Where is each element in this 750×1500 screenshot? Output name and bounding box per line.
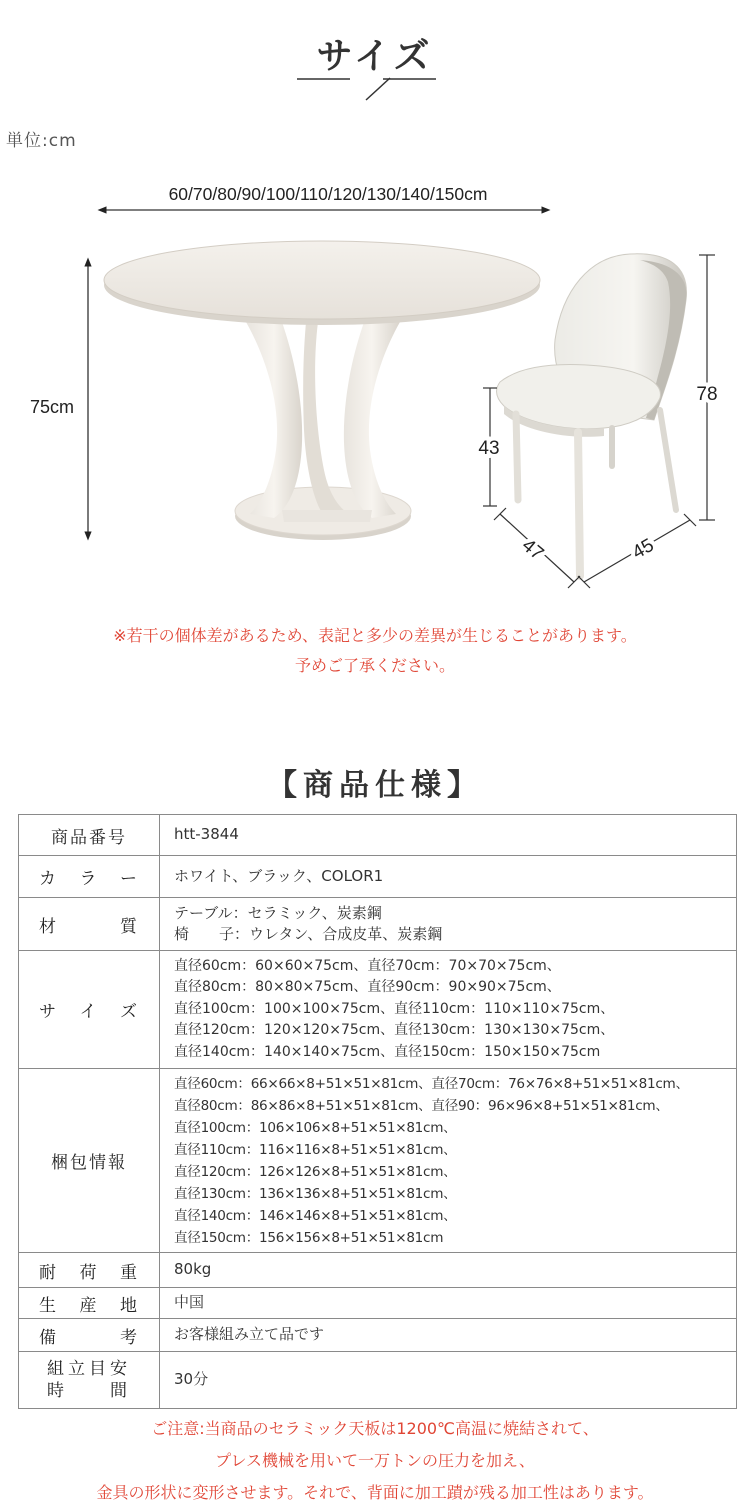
spec-value-line: 直径100cm：100×100×75cm、直径110cm：110×110×75cm、 [174,1000,615,1017]
table-row [19,1319,737,1352]
ceramic-notice [0,1413,750,1500]
spec-value-product-number [160,815,737,856]
spec-value-line: 椅 子：ウレタン、合成皮革、炭素鋼 [174,925,443,943]
ceramic-notice-line: 金具の形状に変形させます。それで、背面に加工蹟が残る加工性はあります。 [96,1483,654,1500]
round-table-illustration [104,241,540,540]
ceramic-notice-line: プレス機械を用いて一万トンの圧力を加え、 [215,1451,535,1470]
width-label: 45 [628,534,658,564]
table-row [19,1288,737,1319]
ceramic-notice-line: ご注意:当商品のセラミック天板は1200℃高温に焼結されて、 [151,1419,599,1438]
spec-value-line: 直径60cm：66×66×8+51×51×81cm、直径70cm：76×76×8+51×51×81cm、 [174,1075,689,1092]
title-decoration [0,74,750,104]
spec-value-line: htt-3844 [174,825,239,844]
spec-value-color [160,856,737,898]
spec-value-assembly-time [160,1352,737,1409]
spec-label-material: 材 質 [19,898,160,951]
spec-label-packing: 梱包情報 [19,1069,160,1253]
spec-value-material [160,898,737,951]
spec-section-title: 【商品仕様】 [267,768,483,803]
spec-value-remarks [160,1319,737,1352]
spec-value-size [160,951,737,1069]
chair-height-label: 78 [696,384,718,405]
spec-value-origin [160,1288,737,1319]
spec-label-load-capacity: 耐 荷 重 [19,1253,160,1288]
spec-value-line: 直径100cm：106×106×8+51×51×81cm、 [174,1119,457,1136]
spec-value-packing [160,1069,737,1253]
table-row [19,1253,737,1288]
spec-value-line: 直径120cm：126×126×8+51×51×81cm、 [174,1163,457,1180]
spec-value-line: ホワイト、ブラック、COLOR1 [174,866,384,885]
spec-value-line: 中国 [174,1293,205,1312]
spec-value-line: 30分 [174,1370,209,1389]
spec-value-line: 直径80cm：80×80×75cm、直径90cm：90×90×75cm、 [174,979,561,996]
table-width-label: 60/70/80/90/100/110/120/130/140/150cm [168,184,488,204]
unit-label: 単位:cm [6,131,77,151]
spec-value-line: 直径140cm：146×146×8+51×51×81cm、 [174,1207,457,1224]
spec-value-line: お客様組み立て品です [174,1325,325,1344]
spec-value-line: 直径130cm：136×136×8+51×51×81cm、 [174,1185,457,1202]
chair-illustration [497,254,687,576]
spec-value-line: 直径140cm：140×140×75cm、直径150cm：150×150×75cm [174,1043,601,1060]
spec-value-line: 直径110cm：116×116×8+51×51×81cm、 [174,1141,457,1158]
table-row [19,815,737,856]
spec-label-origin: 生 産 地 [19,1288,160,1319]
spec-value-line: 直径120cm：120×120×75cm、直径130cm：130×130×75cm、 [174,1022,615,1039]
table-row [19,898,737,951]
product-dimension-diagram [0,170,750,610]
spec-label-size: サ イ ズ [19,951,160,1069]
spec-label-remarks: 備 考 [19,1319,160,1352]
table-row [19,1069,737,1253]
spec-value-line: 直径150cm：156×156×8+51×51×81cm [174,1229,444,1246]
spec-label-assembly-time: 組立目安 時 間 [19,1352,160,1409]
spec-value-load-capacity [160,1253,737,1288]
spec-value-line: 80kg [174,1260,212,1279]
variance-notice-line: 予めご了承ください。 [294,656,455,675]
spec-table [18,814,737,1409]
spec-label-product-number: 商品番号 [19,815,160,856]
spec-value-line: 直径80cm：86×86×8+51×51×81cm、直径90：96×96×8+51×51×81cm、 [174,1097,669,1114]
table-row [19,1352,737,1409]
spec-value-line: テーブル：セラミック、炭素鋼 [174,903,382,922]
size-section-title: サイズ [316,36,434,77]
seat-height-label: 43 [478,438,500,459]
variance-notice [0,621,750,681]
table-row [19,951,737,1069]
table-height-label: 75cm [29,397,75,417]
depth-label: 47 [517,534,548,565]
variance-notice-line: ※若干の個体差があるため、表記と多少の差異が生じることがあります。 [113,626,637,645]
spec-value-line: 直径60cm：60×60×75cm、直径70cm：70×70×75cm、 [174,957,561,974]
spec-label-color: カ ラ ー [19,856,160,898]
table-row [19,856,737,898]
